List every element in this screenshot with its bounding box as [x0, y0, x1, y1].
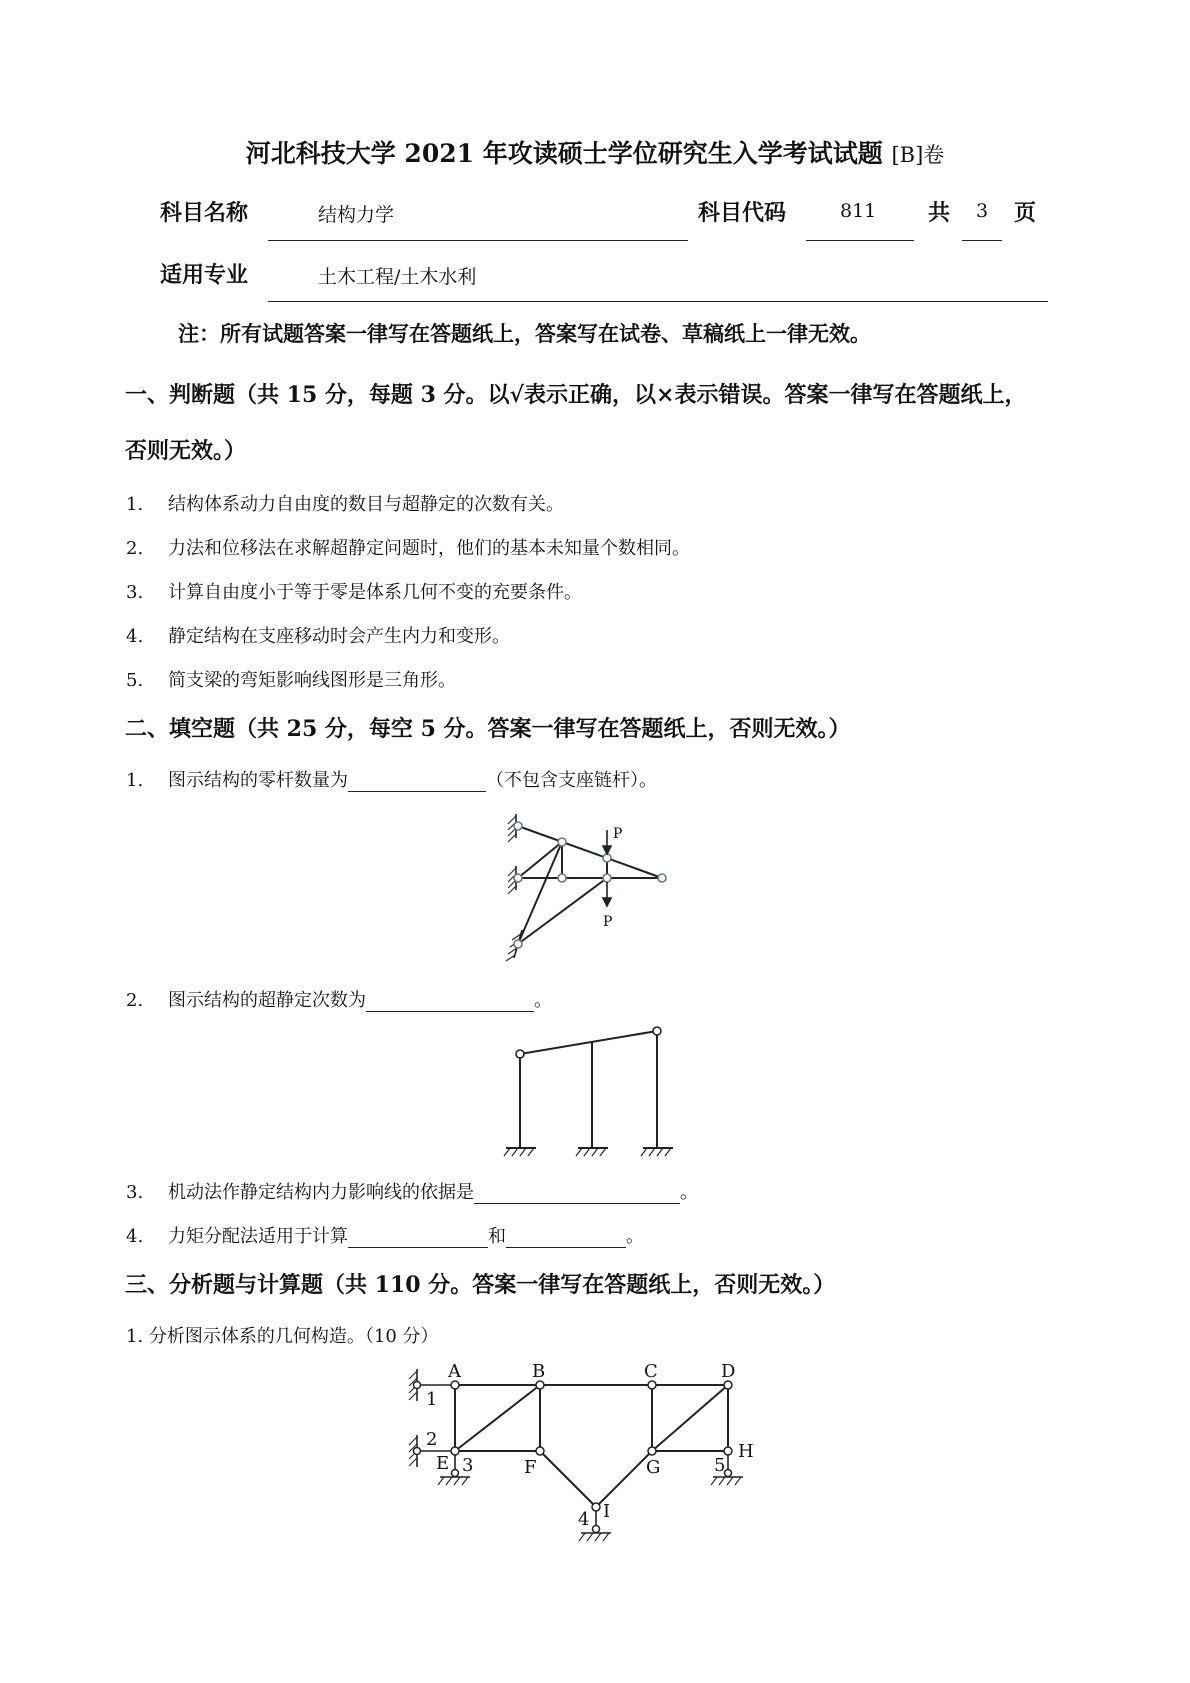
section3-title: 三、分析题与计算题（共 110 分。答案一律写在答题纸上，否则无效。） — [125, 1272, 836, 1298]
link-label-4: 4 — [578, 1509, 590, 1530]
fill-question-2 — [126, 986, 552, 1012]
link-label-2: 2 — [426, 1429, 438, 1450]
fill-question-4 — [126, 1222, 644, 1248]
answer-blank — [474, 1183, 680, 1204]
major-value: 土木工程/土木水利 — [318, 266, 477, 288]
truss-figure — [500, 806, 700, 966]
exam-note: 注：所有试题答案一律写在答题纸上，答案写在试卷、草稿纸上一律无效。 — [178, 321, 871, 346]
node-label-a: A — [448, 1361, 461, 1382]
question-text: 分析图示体系的几何构造。（10 分） — [148, 1326, 439, 1347]
code-value: 811 — [840, 200, 877, 222]
section2-title: 二、填空题（共 25 分，每空 5 分。答案一律写在答题纸上，否则无效。） — [125, 716, 851, 742]
frame-figure — [500, 1020, 700, 1165]
item-text: 结构体系动力自由度的数目与超静定的次数有关。 — [168, 494, 564, 515]
question-tail: 。 — [626, 1226, 644, 1247]
load-label-top: P — [613, 826, 623, 842]
answer-blank — [366, 991, 534, 1012]
item-number: 2. — [126, 990, 144, 1011]
major-underline — [268, 301, 1048, 302]
link-label-1: 1 — [426, 1389, 438, 1410]
page-unit: 页 — [1014, 200, 1037, 226]
question-text: 机动法作静定结构内力影响线的依据是 — [168, 1182, 474, 1203]
item-text: 力法和位移法在求解超静定问题时，他们的基本未知量个数相同。 — [168, 538, 690, 559]
node-label-i: I — [603, 1501, 611, 1522]
node-label-b: B — [532, 1361, 546, 1382]
node-label-c: C — [644, 1361, 658, 1382]
item-number: 4. — [126, 1226, 144, 1247]
item-number: 3. — [126, 582, 144, 603]
item-text: 计算自由度小于等于零是体系几何不变的充要条件。 — [168, 582, 582, 603]
item-number: 3. — [126, 1182, 144, 1203]
exam-paper-version: [B]卷 — [891, 143, 945, 167]
code-label: 科目代码 — [698, 200, 787, 226]
question-tail: 。 — [680, 1182, 698, 1203]
subject-value: 结构力学 — [318, 204, 395, 226]
node-label-g: G — [646, 1457, 661, 1478]
total-label: 共 — [928, 200, 951, 226]
question-text: 图示结构的零杆数量为 — [168, 770, 348, 791]
section1-title: 一、判断题（共 15 分，每题 3 分。以√表示正确，以×表示错误。答案一律写在答题纸上， — [125, 382, 1027, 408]
link-label-3: 3 — [462, 1455, 474, 1476]
subject-label: 科目名称 — [160, 200, 249, 226]
answer-blank — [348, 771, 486, 792]
question-tail: 。 — [534, 990, 552, 1011]
load-label-bottom: P — [603, 914, 613, 930]
item-text: 简支梁的弯矩影响线图形是三角形。 — [168, 670, 456, 691]
node-label-e: E — [436, 1453, 450, 1474]
answer-blank — [348, 1227, 488, 1248]
list-item — [126, 490, 564, 516]
major-label: 适用专业 — [160, 262, 249, 288]
answer-blank — [506, 1227, 626, 1248]
item-number: 5. — [126, 670, 144, 691]
geometric-system-figure — [400, 1355, 780, 1560]
subject-underline — [268, 240, 688, 241]
fill-question-1 — [126, 766, 657, 792]
list-item — [126, 666, 456, 692]
item-number: 1. — [126, 1326, 144, 1347]
item-text: 静定结构在支座移动时会产生内力和变形。 — [168, 626, 510, 647]
list-item — [126, 622, 510, 648]
item-number: 1. — [126, 770, 144, 791]
item-number: 2. — [126, 538, 144, 559]
question-text: 力矩分配法适用于计算 — [168, 1226, 348, 1247]
exam-title-text: 河北科技大学 2021 年攻读硕士学位研究生入学考试试题 — [245, 139, 883, 168]
list-item — [126, 534, 690, 560]
exam-title — [0, 134, 1190, 170]
fill-question-3 — [126, 1178, 698, 1204]
calc-question-1 — [126, 1322, 439, 1348]
item-number: 1. — [126, 494, 144, 515]
link-label-5: 5 — [714, 1455, 726, 1476]
node-label-d: D — [721, 1361, 736, 1382]
total-pages: 3 — [976, 200, 989, 222]
question-text: 图示结构的超静定次数为 — [168, 990, 366, 1011]
node-label-f: F — [524, 1457, 537, 1478]
code-underline — [806, 240, 914, 241]
list-item — [126, 578, 582, 604]
question-mid: 和 — [488, 1226, 506, 1247]
question-tail: （不包含支座链杆）。 — [486, 770, 657, 791]
item-number: 4. — [126, 626, 144, 647]
section1-title-cont: 否则无效。） — [125, 438, 247, 464]
pages-underline — [962, 240, 1002, 241]
node-label-h: H — [738, 1441, 754, 1462]
